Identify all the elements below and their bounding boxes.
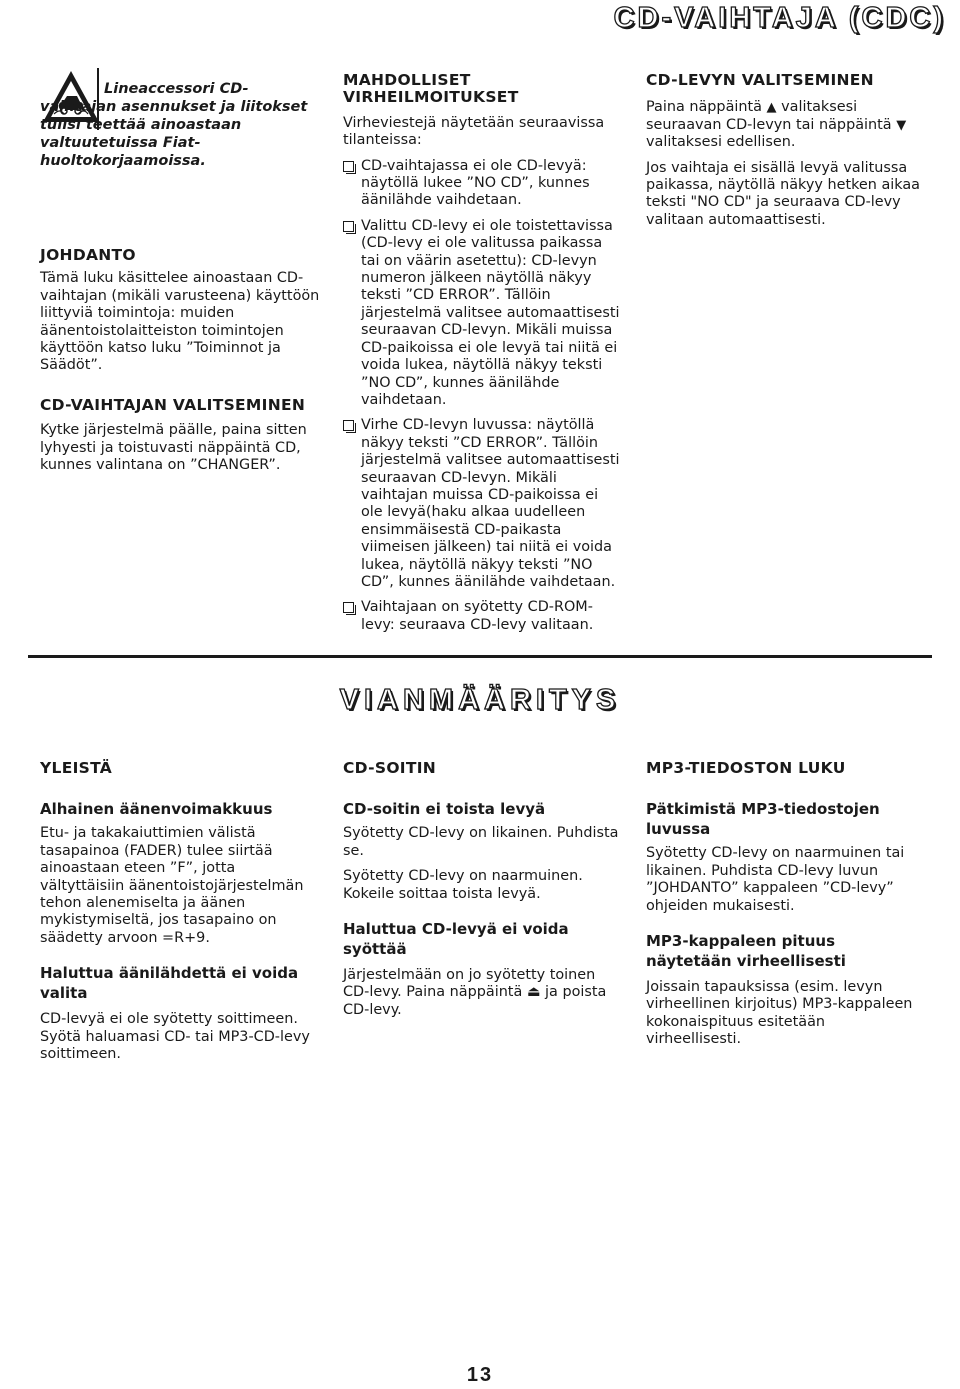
arrow-up-icon: ▲ <box>766 100 777 116</box>
column-left-bottom <box>40 760 320 1063</box>
eject-icon: ⏏ <box>526 984 541 1001</box>
levyn-valitseminen-heading: CD-LEVYN VALITSEMINEN <box>646 71 874 89</box>
checkbox-bullet-icon <box>343 221 354 232</box>
list-item-text: Vaihtajaan on syötetty CD-ROM-levy: seuraava CD-levy valitaan. <box>361 599 594 633</box>
cd-soitin-text2-a: Järjestelmään on jo syötetty toinen CD-levy. Paina näppäintä <box>343 967 596 1001</box>
virheilmoitukset-heading-1: MAHDOLLISET <box>343 71 471 89</box>
cd-soitin-sub1: CD-soitin ei toista levyä <box>343 800 546 819</box>
yleista-text1: Etu- ja takakaiuttimien välistä tasapainoa (FADER) tulee siirtää ainoastaan eteen ”F”, jotta vältyttäisiin äänentoistojärjestelmän tehon alenemiselta ja äänen mykistymiseltä, jos tasapaino on säädetty arvoon =R+9. <box>40 825 304 946</box>
cd-soitin-text1b: Syötetty CD-levy on naarmuinen. Kokeile soittaa toista levyä. <box>343 868 583 902</box>
vianmaaritys-title: VIANMÄÄRITYS <box>339 684 621 716</box>
yleista-text2: CD-levyä ei ole syötetty soittimeen. Syötä haluamasi CD- tai MP3-CD-levy soittimeen. <box>40 1011 310 1063</box>
list-item-text: CD-vaihtajassa ei ole CD-levyä: näytöllä lukee ”NO CD”, kunnes äänilähde vaihdetaan. <box>361 157 590 209</box>
yleista-sub2: Haluttua äänilähdettä ei voida valita <box>40 964 299 1003</box>
mp3-text1: Syötetty CD-levy on naarmuinen tai likainen. Puhdista CD-levy luvun ”JOHDANTO” kappaleen ”CD-levy” ohjeiden mukaisesti. <box>646 845 905 914</box>
page-header-title: CD-VAIHTAJA (CDC) <box>613 2 946 34</box>
page-number: 13 <box>466 1364 494 1386</box>
virheilmoitukset-heading-2: VIRHEILMOITUKSET <box>343 88 519 107</box>
column-right-bottom <box>646 760 924 1049</box>
yleista-sub1: Alhainen äänenvoimakkuus <box>40 800 273 819</box>
list-item <box>343 218 621 409</box>
johdanto-body: Tämä luku käsittelee ainoastaan CD-vaihtajan (mikäli varusteena) käyttöön liittyviä toimintoja: muiden äänentoistolaitteiston toimintojen käyttöön katso luku ”Toiminnot ja Säädöt”. <box>40 270 320 374</box>
levyn-valitseminen-p2: Jos vaihtaja ei sisällä levyä valitussa paikassa, näytöllä näkyy hetken aikaa teksti "NO CD" ja seuraava CD-levy valitaan automaattisesti. <box>646 159 920 228</box>
mp3-sub2: MP3-kappaleen pituus näytetään virheellisesti <box>646 932 846 971</box>
levyn-valitseminen-p1 <box>646 99 924 151</box>
mp3-heading: MP3-TIEDOSTON LUKU <box>646 759 846 777</box>
arrow-down-icon: ▼ <box>896 117 907 133</box>
p1-text-b: valitaksesi seuraavan CD-levyn tai näppäintä <box>646 99 892 133</box>
yleista-heading: YLEISTÄ <box>40 759 113 777</box>
cd-soitin-heading: CD-SOITIN <box>343 759 437 777</box>
section-divider <box>28 655 932 658</box>
column-middle-bottom <box>343 760 621 1019</box>
cd-soitin-sub2: Haluttua CD-levyä ei voida syöttää <box>343 920 569 959</box>
p1-text-c: valitaksesi edellisen. <box>646 134 796 151</box>
cd-soitin-text2-b: ja poista CD-levy. <box>343 984 607 1018</box>
list-item <box>343 599 621 634</box>
list-item <box>343 417 621 591</box>
checkbox-bullet-icon <box>343 161 354 172</box>
column-middle-top <box>343 72 621 634</box>
list-item-text: Valittu CD-levy ei ole toistettavissa (CD-levy ei ole valitussa paikassa tai on väärin asetettu): CD-levyn numeron jälkeen näytöllä näkyy teksti ”CD ERROR”. Tällöin järjestelmä valitsee automaattisesti seuraavan CD-levyn. Mikäli muissa CD-paikoissa ei ole levyä tai niitä ei voida lukea, näytöllä näkyy teksti ”NO CD”, kunnes äänilähde vaihdetaan. <box>361 217 620 408</box>
column-left-top <box>40 247 320 474</box>
valitseminen-heading: CD-VAIHTAJAN VALITSEMINEN <box>40 395 306 414</box>
column-right-top <box>646 72 924 229</box>
virheilmoitukset-intro: Virheviestejä näytetään seuraavissa tilanteissa: <box>343 114 605 149</box>
list-item <box>343 158 621 210</box>
johdanto-heading: JOHDANTO <box>40 246 136 264</box>
checkbox-bullet-icon <box>343 602 354 613</box>
cd-soitin-text1a: Syötetty CD-levy on likainen. Puhdista se. <box>343 825 619 859</box>
mp3-text2: Joissain tapauksissa (esim. levyn virheellinen kirjoitus) MP3-kappaleen kokonaispituus esitetään virheellisesti. <box>646 979 913 1048</box>
p1-text-a: Paina näppäintä <box>646 99 762 116</box>
mp3-sub1: Pätkimistä MP3-tiedostojen luvussa <box>646 800 880 839</box>
list-item-text: Virhe CD-levyn luvussa: näytöllä näkyy teksti ”CD ERROR”. Tällöin järjestelmä valitsee automaattisesti seuraavan CD-levyn. Mikäli vaihtajan muissa CD-paikoissa ei ole levyä(haku alkaa uudelleen ensimmäisestä CD-paikasta viimeisen jälkeen) tai niitä ei voida lukea, näytöllä näkyy teksti ”NO CD”, kunnes äänilähde vaihdetaan. <box>361 417 620 590</box>
warning-note: Lineaccessori CD-vaihtajan asennukset ja liitokset tulisi teettää ainoastaan valtuutetuissa Fiat-huoltokorjaamoissa. <box>40 81 308 169</box>
checkbox-bullet-icon <box>343 420 354 431</box>
cd-soitin-text2 <box>343 967 621 1019</box>
valitseminen-body: Kytke järjestelmä päälle, paina sitten lyhyesti ja toistuvasti näppäintä CD, kunnes valintana on ”CHANGER”. <box>40 422 307 474</box>
